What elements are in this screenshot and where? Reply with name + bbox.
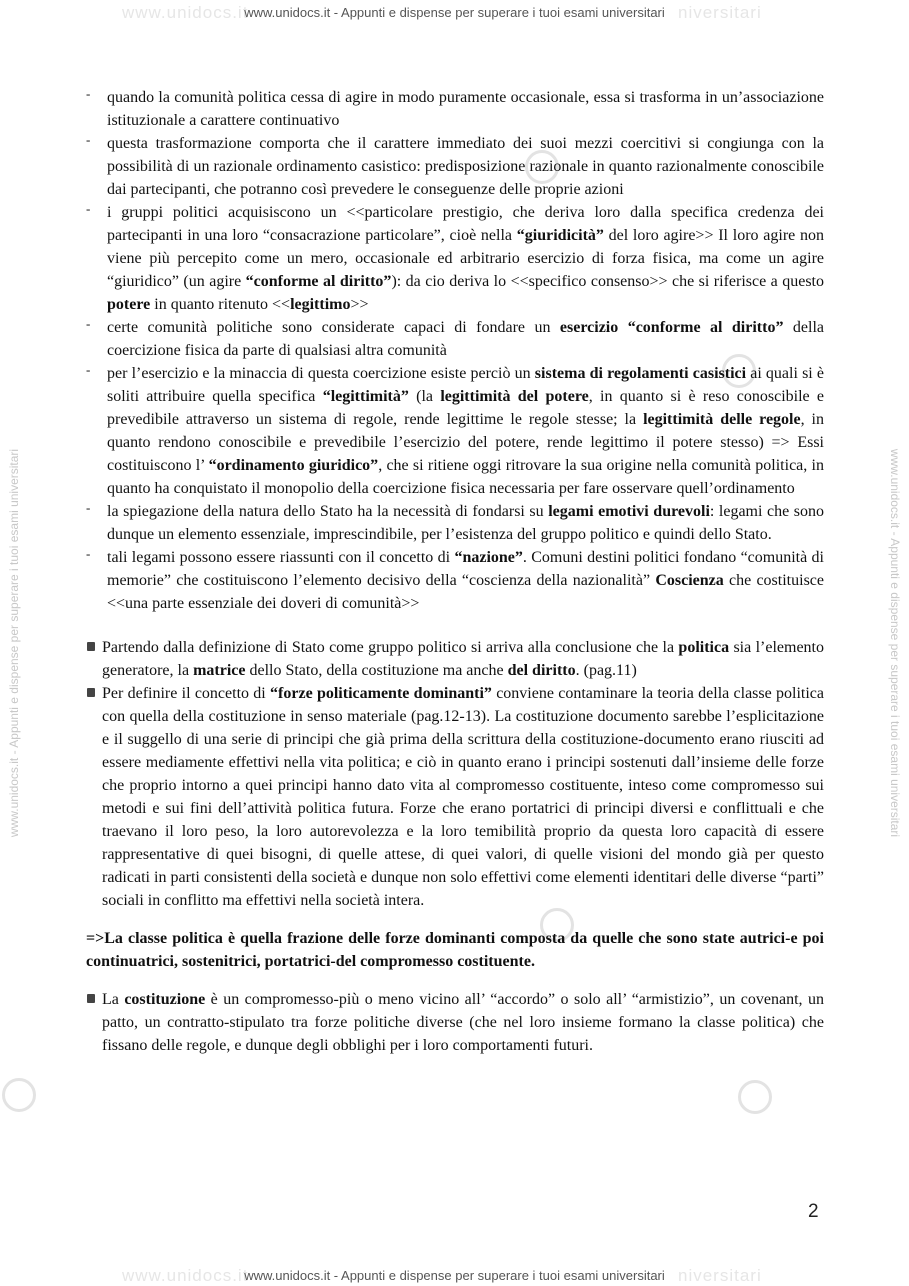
- unidocs-logo-icon: [2, 1078, 36, 1112]
- bold-run: “conforme al diritto”: [245, 273, 392, 290]
- text-run: , in quanto rendono conoscibile e prevedibile l’esercizio del potere, rende legittimo il potere stesso) => Essi costituiscono l’: [107, 411, 824, 474]
- text-run: sia l’elemento generatore, la: [102, 639, 825, 679]
- dash-list-item: [86, 500, 824, 546]
- bold-run: esercizio “conforme al diritto”: [559, 319, 784, 336]
- unidocs-logo-icon: [738, 1080, 772, 1114]
- text-run: che costituisce <<una parte essenziale dei doveri di comunità>>: [107, 572, 824, 612]
- text-run: (la: [408, 388, 441, 405]
- page-number: 2: [808, 1201, 819, 1222]
- text-run: . (pag.11): [575, 662, 637, 679]
- dash-list-item: [86, 132, 824, 201]
- text-run: ): da cio deriva lo <<specifico consenso>> che si riferisce a questo: [391, 273, 824, 290]
- text-run: certe comunità politiche sono considerate capaci di fondare un: [107, 319, 560, 336]
- text-run: : legami che sono dunque un elemento essenziale, imprescindibile, per l’esistenza del gruppo politico e quindi dello Stato.: [107, 503, 824, 543]
- bold-run: potere: [107, 296, 151, 313]
- bullet-paragraph: [86, 682, 824, 912]
- text-run: , in quanto si è reso conoscibile e prevedibile attraverso un sistema di regole, rende legittime le regole stesse; la: [107, 388, 825, 428]
- faded-brand-left-top: www.unidocs.it: [122, 3, 249, 22]
- conclusion-statement: =>La classe politica è quella frazione delle forze dominanti composta da quelle che sono state autrici-e poi continuatrici, sostenitrici, portatrici-del compromesso costituente.: [86, 930, 824, 970]
- bold-run: costituzione: [124, 991, 206, 1008]
- bold-run: “ordinamento giuridico”: [208, 457, 379, 474]
- header-banner: www.unidocs.it - Appunti e dispense per superare i tuoi esami universitari: [244, 5, 665, 20]
- bold-run: legittimità del potere: [440, 388, 589, 405]
- bold-run: del diritto: [507, 662, 576, 679]
- bullet-block-1: [86, 636, 824, 912]
- bold-run: “forze politicamente dominanti”: [270, 685, 492, 702]
- text-run: questa trasformazione comporta che il carattere immediato dei suoi mezzi coercitivi si congiunga con la possibilità di un razionale ordinamento casistico: predisposizione razionale in quanto razionalmente conoscibile dai partecipanti, che potranno così prevedere le conseguenze delle proprie azioni: [107, 135, 824, 198]
- text-run: tali legami possono essere riassunti con il concetto di: [107, 549, 455, 566]
- text-run: la spiegazione della natura dello Stato ha la necessità di fondarsi su: [107, 503, 549, 520]
- bold-run: “giuridicità”: [516, 227, 604, 244]
- text-run: dello Stato, della costituzione ma anche: [245, 662, 508, 679]
- text-run: in quanto ritenuto <<: [150, 296, 291, 313]
- bullet-paragraph: [86, 636, 824, 682]
- bold-run: matrice: [193, 662, 246, 679]
- bold-run: sistema di regolamenti casistici: [534, 365, 747, 382]
- square-bullet-icon: [87, 688, 95, 697]
- text-run: è un compromesso-più o meno vicino all’ “accordo” o solo all’ “armistizio”, un covenant, un patto, un contratto-stipulato tra forze politiche diverse (che nel loro insieme formano la classe politica) che fissano delle regole, e dunque degli obblighi per i loro comportamenti futuri.: [102, 991, 824, 1054]
- faded-brand-right-top: niversitari: [678, 3, 762, 22]
- text-run: ai quali si è soliti attribuire quella specifica: [107, 365, 825, 405]
- text-run: Per definire il concetto di: [102, 685, 271, 702]
- faded-brand-right-bottom: niversitari: [678, 1266, 762, 1285]
- bold-run: legittimità delle regole: [643, 411, 801, 428]
- bold-run: legittimo: [290, 296, 351, 313]
- text-run: , che si ritiene oggi ritrovare la sua origine nella comunità politica, in quanto ha conquistato il monopolio della coercizione fisica necessaria per fare osservare quell’ordinamento: [107, 457, 824, 497]
- bullet-paragraph: [86, 988, 824, 1057]
- text-run: per l’esercizio e la minaccia di questa coercizione esiste perciò un: [107, 365, 535, 382]
- text-run: . Comuni destini politici fondano “comunità di memorie” che costituiscono l’elemento decisivo della “coscienza della nazionalità”: [107, 549, 824, 589]
- bullet-block-2: [86, 988, 824, 1057]
- dash-list-item: [86, 316, 824, 362]
- bold-run: “nazione”: [454, 549, 523, 566]
- dash-list-item: [86, 86, 824, 132]
- square-bullet-icon: [87, 994, 95, 1003]
- text-run: del loro agire>> Il loro agire non viene più percepito come un mero, occasionale ed arbitrario esercizio di forza fisica, ma come un agire “giuridico” (un agire: [107, 227, 824, 290]
- side-watermark-right-text: www.unidocs.it - Appunti e dispense per superare i tuoi esami universitari: [888, 448, 902, 838]
- dash-list: [86, 86, 824, 615]
- text-run: conviene contaminare la teoria della classe politica con quella della costituzione in senso materiale (pag.12-13). La costituzione documento sarebbe l’esplicitazione e il suggello di una serie di principi che già prima della scrittura della costituzione-documento erano riusciti ad essere mediamente effettivi nella vita politica; e ciò in quanto erano i principi sostenuti dall’insieme delle forze che proprio intorno a quei principi hanno dato vita al compromesso costituente, inteso come compromesso sui metodi e sui fini dell’attività politica futura. Forze che erano portatrici di principi diversi e conflittuali e che traevano il loro peso, la loro autorevolezza e la loro temibilità proprio da questa loro capacità di essere rappresentative di quei bisogni, di quelle attese, di quei valori, di quelle visioni del mondo già per questo radicati in parti consistenti della società e dunque non solo effettivi come elementi identitari delle diverse “parti” sociali in conflitto ma effettivi nella società intera.: [102, 685, 825, 909]
- text-run: >>: [350, 296, 369, 313]
- text-run: i gruppi politici acquisiscono un <<particolare prestigio, che deriva loro dalla specifica credenza dei partecipanti in una loro “consacrazione particolare”, cioè nella: [107, 204, 824, 244]
- text-run: La: [102, 991, 125, 1008]
- bold-run: legami emotivi durevoli: [548, 503, 710, 520]
- dash-list-item: [86, 546, 824, 615]
- text-run: Partendo dalla definizione di Stato come gruppo politico si arriva alla conclusione che la: [102, 639, 679, 656]
- square-bullet-icon: [87, 642, 95, 651]
- bold-run: “legittimità”: [322, 388, 409, 405]
- side-watermark-left-text: www.unidocs.it - Appunti e dispense per superare i tuoi esami universitari: [7, 448, 21, 838]
- dash-list-item: [86, 362, 824, 500]
- faded-brand-left-bottom: www.unidocs.it: [122, 1266, 249, 1285]
- dash-list-item: [86, 201, 824, 316]
- document-body: [86, 86, 824, 1057]
- text-run: quando la comunità politica cessa di agire in modo puramente occasionale, essa si trasforma in un’associazione istituzionale a carattere continuativo: [107, 89, 824, 129]
- bold-run: politica: [678, 639, 730, 656]
- bold-run: Coscienza: [655, 572, 724, 589]
- text-run: della coercizione fisica da parte di qualsiasi altra comunità: [107, 319, 824, 359]
- footer-banner: www.unidocs.it - Appunti e dispense per superare i tuoi esami universitari: [244, 1268, 665, 1283]
